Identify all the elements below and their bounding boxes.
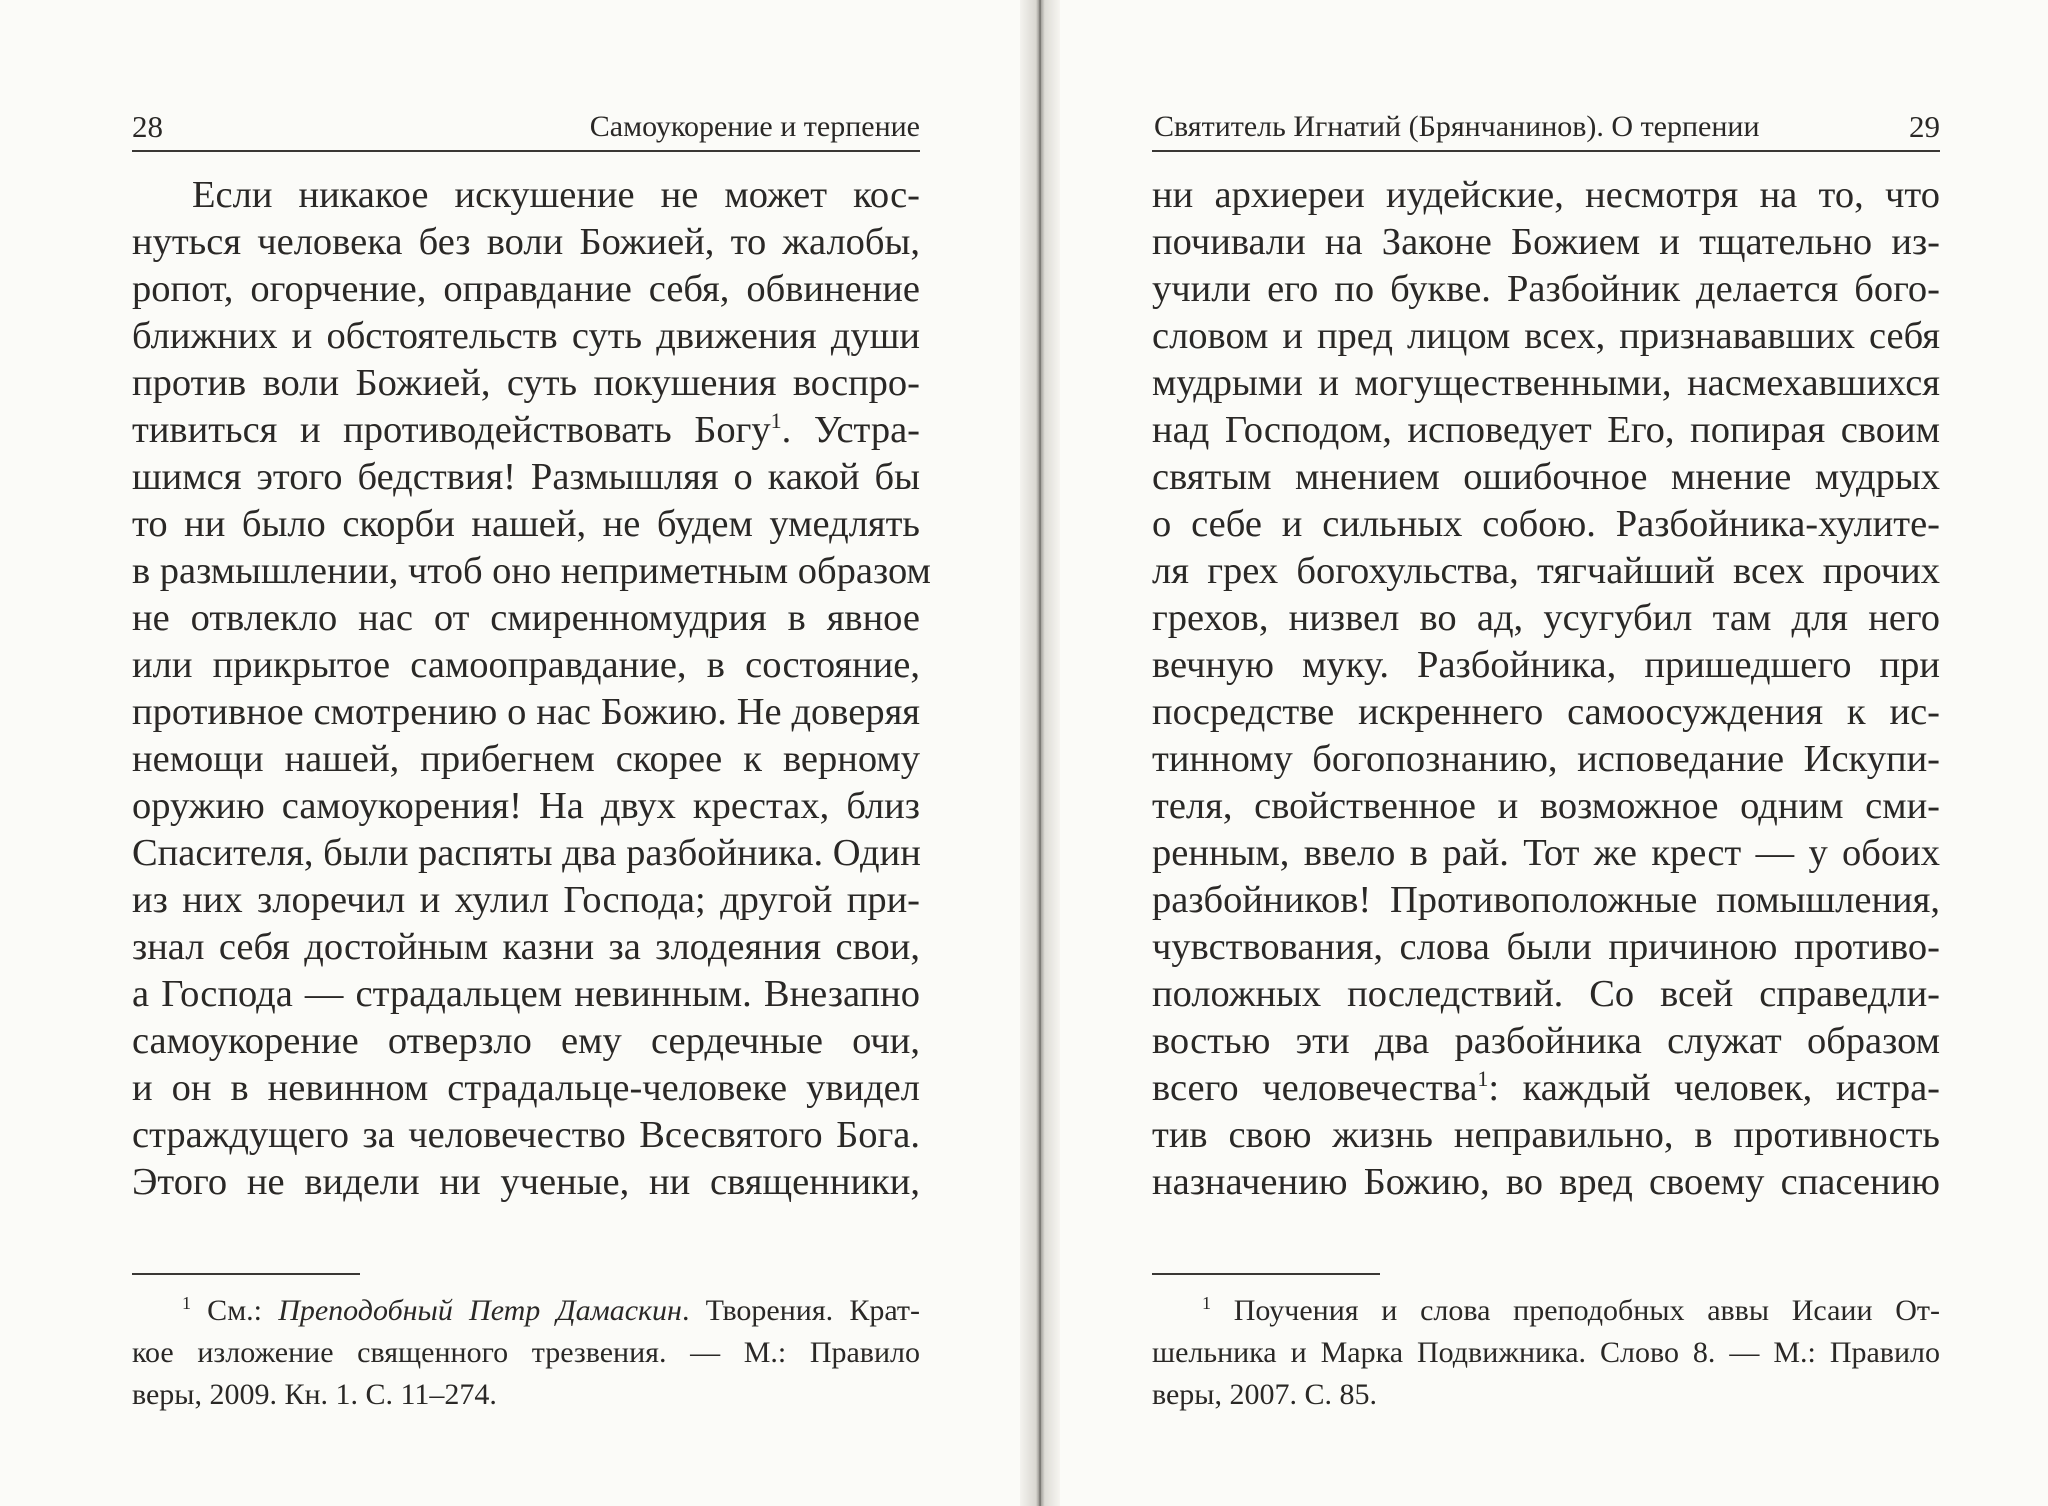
text-line: или прикрытое самооправдание, в состояние,	[132, 644, 920, 686]
text-line: всего человечества$^1$: каждый человек, истра-	[1152, 1066, 1940, 1109]
footnote-line: $^1$ См.: Преподобный Петр Дамаскин. Творения. Крат-	[182, 1293, 920, 1327]
footnote-ref: 1	[1477, 1066, 1489, 1092]
right-running-header	[1152, 104, 1940, 152]
text-line: теля, свойственное и возможное одним сми-	[1152, 785, 1940, 827]
footnote-divider	[132, 1273, 360, 1275]
footnote-line: кое изложение священного трезвения. — М.: Правило	[132, 1336, 920, 1369]
footnote-divider	[1152, 1273, 1380, 1275]
text-line: в размышлении, чтоб оно неприметным образом	[132, 550, 931, 592]
text-line: мудрыми и могущественными, насмехавшихся	[1152, 362, 1940, 404]
text-line: против воли Божией, суть покушения воспро-	[132, 362, 920, 404]
book-gutter	[1020, 0, 1060, 1506]
text-line: Этого не видели ни ученые, ни священники,	[132, 1161, 920, 1203]
text-line: учили его по букве. Разбойник делается бого-	[1152, 268, 1940, 310]
text-line: противное смотрению о нас Божию. Не доверяя	[132, 691, 920, 733]
footnote-ref: 1	[770, 408, 782, 434]
running-title: Самоукорение и терпение	[589, 110, 920, 143]
left-body-text	[132, 172, 931, 1206]
text-line: знал себя достойным казни за злодеяния свои,	[132, 926, 920, 968]
text-line: не отвлекло нас от смиренномудрия в явное	[132, 597, 920, 639]
text-line: ренным, ввело в рай. Тот же крест — у обоих	[1152, 832, 1940, 874]
text-line: вечную муку. Разбойника, пришедшего при	[1152, 644, 1940, 686]
text-line: над Господом, исповедует Его, попирая своим	[1152, 409, 1940, 451]
text-line: ни архиереи иудейские, несмотря на то, что	[1152, 174, 1940, 216]
text-line: о себе и сильных собою. Разбойника-хулите-	[1152, 503, 1940, 545]
text-line: самоукорение отверзло ему сердечные очи,	[132, 1020, 920, 1062]
left-footnote	[132, 1290, 920, 1416]
text-line: нуться человека без воли Божией, то жалобы,	[132, 221, 920, 263]
text-line: ближних и обстоятельств суть движения души	[132, 315, 920, 357]
text-line: святым мнением ошибочное мнение мудрых	[1152, 456, 1940, 498]
text-line: Спасителя, были распяты два разбойника. Один	[132, 832, 921, 874]
footnote-mark: 1	[182, 1293, 191, 1313]
footnote-line: $^1$ Поучения и слова преподобных аввы Исаии От-	[1202, 1293, 1940, 1327]
footnote-mark: 1	[1202, 1293, 1211, 1313]
text-line: из них злоречил и хулил Господа; другой при-	[132, 879, 920, 921]
footnote-line: веры, 2009. Кн. 1. С. 11–274.	[132, 1378, 497, 1411]
text-line: положных последствий. Со всей справедли-	[1152, 973, 1940, 1015]
right-footnote	[1152, 1290, 1940, 1416]
text-line: чувствования, слова были причиною противо-	[1152, 926, 1940, 968]
page-number: 29	[1909, 109, 1940, 144]
text-line: оружию самоукорения! На двух крестах, близ	[132, 785, 920, 827]
right-body-text	[1152, 172, 1940, 1206]
text-line: тинному богопознанию, исповедание Искупи-	[1152, 738, 1940, 780]
running-title: Святитель Игнатий (Брянчанинов). О терпении	[1154, 110, 1760, 143]
left-running-header	[132, 104, 920, 152]
text-line: востью эти два разбойника служат образом	[1152, 1020, 1940, 1062]
text-line: ропот, огорчение, оправдание себя, обвинение	[132, 268, 920, 310]
text-line: назначению Божию, во вред своему спасению	[1152, 1161, 1940, 1203]
text-line: шимся этого бедствия! Размышляя о какой бы	[132, 456, 920, 498]
text-line: почивали на Законе Божием и тщательно из-	[1152, 221, 1940, 263]
text-line: посредстве искреннего самоосуждения к ис-	[1152, 691, 1940, 733]
text-line: разбойников! Противоположные помышления,	[1152, 879, 1940, 921]
text-line: Если никакое искушение не может кос-	[192, 174, 920, 216]
text-line: а Господа — страдальцем невинным. Внезапно	[132, 973, 920, 1015]
footnote-line: шельника и Марка Подвижника. Слово 8. — М.: Правило	[1152, 1336, 1940, 1369]
text-line: тив свою жизнь неправильно, в противность	[1152, 1114, 1940, 1156]
text-line: немощи нашей, прибегнем скорее к верному	[132, 738, 920, 780]
text-line: грехов, низвел во ад, усугубил там для него	[1152, 597, 1940, 639]
text-line: ля грех богохульства, тягчайший всех прочих	[1152, 550, 1940, 592]
text-line: то ни было скорби нашей, не будем умедлять	[132, 503, 920, 545]
page-number: 28	[132, 109, 163, 144]
footnote-author: Преподобный Петр Дамаскин	[278, 1294, 682, 1327]
text-line: страждущего за человечество Всесвятого Бога.	[132, 1114, 920, 1156]
right-page	[1040, 0, 2048, 1506]
text-line: и он в невинном страдальце-человеке увидел	[132, 1067, 920, 1109]
text-line: словом и пред лицом всех, признававших себя	[1152, 315, 1940, 357]
footnote-line: веры, 2007. С. 85.	[1152, 1378, 1377, 1411]
text-line: тивиться и противодействовать Богу$^1$. Устра-	[132, 408, 920, 451]
